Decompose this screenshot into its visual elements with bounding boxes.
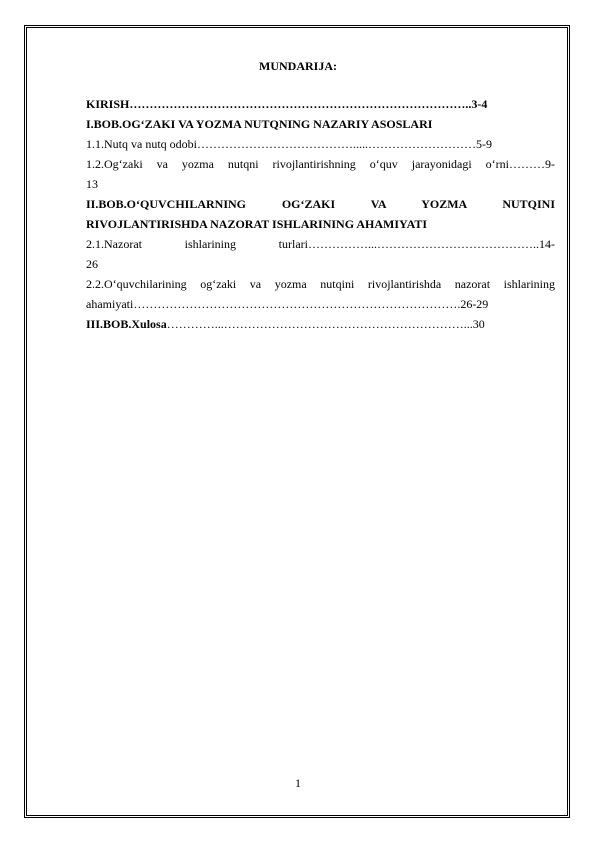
toc-chapter-1-title: I.BOB.OG‘ZAKI VA YOZMA NUTQNING NAZARIY ASOSLARI [86,117,433,131]
toc-entry-1-2-page: 13 [86,177,98,191]
toc-chapter-3-leader: …………...……………………………………………………...30 [166,317,485,331]
toc-entry-2-1-page: 26 [86,257,98,271]
toc-chapter-2-title: II.BOB.O‘QUVCHILARNING OG‘ZAKI VA YOZMA NUTQINI [86,197,555,211]
page-title: MUNDARIJA: [259,59,337,73]
toc-entry-2-2-cont: ahamiyati……………………………………………………………………….26-29 [86,297,489,311]
toc-entry-kirish: KIRISH…………………………………………………………………………..3-4 [86,97,488,111]
toc-entry-2-2: 2.2.O‘quvchilarining og‘zaki va yozma nutqini rivojlantirishda nazorat ishlarining [86,277,555,291]
toc-entry-1-2: 1.2.Og‘zaki va yozma nutqni rivojlantirishning o‘quv jarayonidagi o‘rni………9- [86,157,555,171]
table-of-contents [86,94,555,334]
toc-entry-1-1: 1.1.Nutq va nutq odobi………………………………….....………………………5-9 [86,137,492,151]
toc-chapter-3-label: III.BOB.Xulosa [86,317,167,331]
toc-chapter-2-title-cont: RIVOJLANTIRISHDA NAZORAT ISHLARINING AHAMIYATI [86,217,428,231]
toc-entry-2-1: 2.1.Nazorat ishlarining turlari……………...…………………………………..14- [86,237,555,251]
page-number: 1 [295,776,301,790]
toc-entry-xulosa [86,314,555,334]
